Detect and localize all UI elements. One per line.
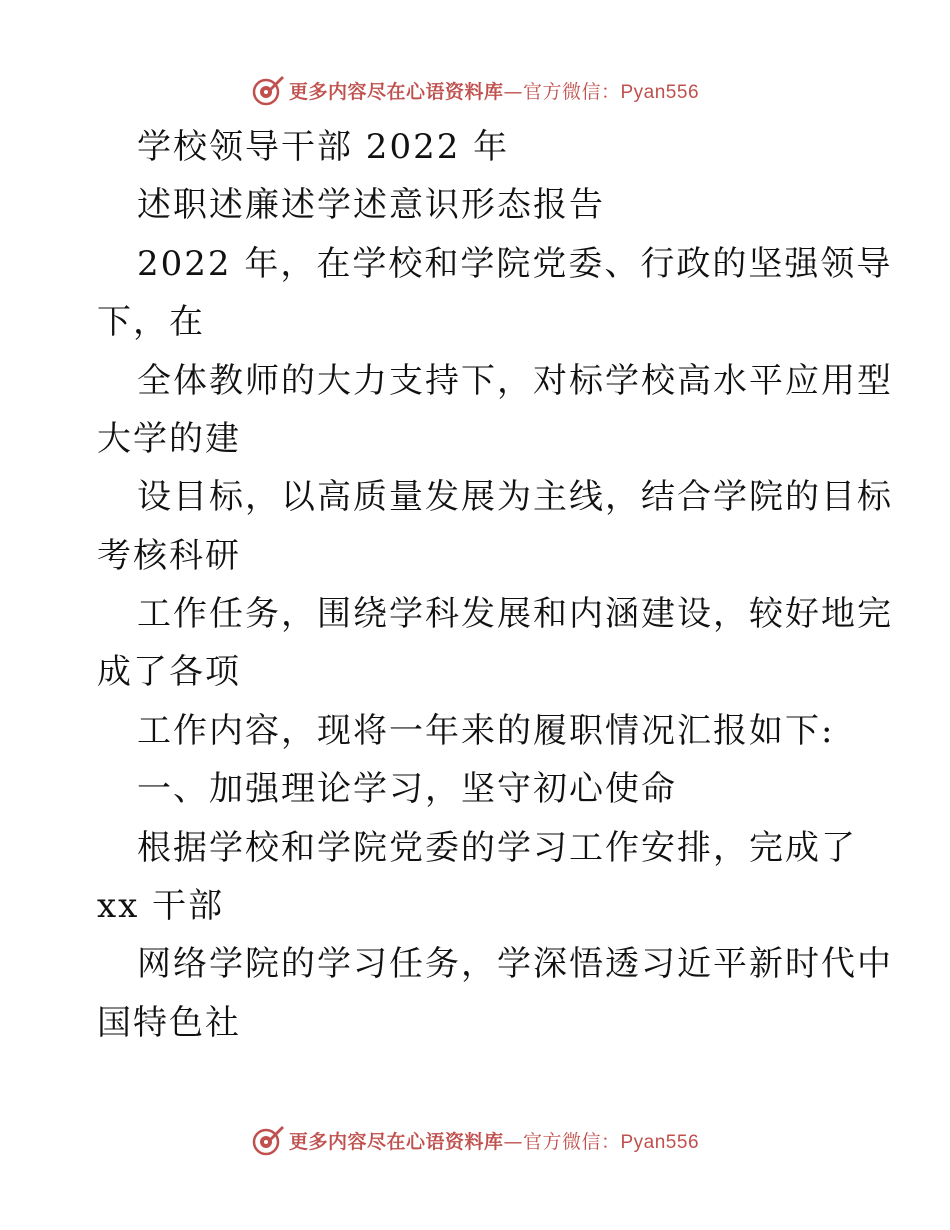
watermark-main: 更多内容尽在心语资料库 xyxy=(288,1130,504,1153)
footer-watermark xyxy=(0,1120,950,1160)
doc-title-line-2: 述职述廉述学述意识形态报告 xyxy=(137,185,605,225)
doc-paragraph-line: 工作任务，围绕学科发展和内涵建设，较好地完 xyxy=(137,594,893,634)
watermark-sub: —官方微信： xyxy=(503,80,621,103)
doc-paragraph-line: 设目标，以高质量发展为主线，结合学院的目标 xyxy=(137,477,893,517)
watermark-text xyxy=(289,77,699,104)
doc-title-line-1: 学校领导干部 2022 年 xyxy=(137,127,510,167)
doc-paragraph-line: xx 干部 xyxy=(97,886,225,926)
doc-paragraph-line: 2022 年，在学校和学院党委、行政的坚强领导 xyxy=(137,244,893,284)
pen-logo-icon xyxy=(251,1123,285,1157)
doc-paragraph-line: 成了各项 xyxy=(97,652,241,692)
watermark-id: Pyan556 xyxy=(620,81,700,103)
doc-paragraph-line: 大学的建 xyxy=(97,419,241,459)
doc-paragraph-line: 下，在 xyxy=(97,302,205,342)
header-watermark xyxy=(0,70,950,110)
watermark-id: Pyan556 xyxy=(620,1131,700,1153)
doc-paragraph-line: 网络学院的学习任务，学深悟透习近平新时代中 xyxy=(137,944,893,984)
doc-paragraph-line: 考核科研 xyxy=(97,536,241,576)
watermark-main: 更多内容尽在心语资料库 xyxy=(288,80,504,103)
pen-logo-icon xyxy=(251,73,285,107)
doc-paragraph-line: 国特色社 xyxy=(97,1003,241,1043)
doc-paragraph-line: 根据学校和学院党委的学习工作安排，完成了 xyxy=(137,828,857,868)
doc-paragraph-line: 全体教师的大力支持下，对标学校高水平应用型 xyxy=(137,361,893,401)
watermark-sub: —官方微信： xyxy=(503,1130,621,1153)
doc-paragraph-line: 工作内容，现将一年来的履职情况汇报如下: xyxy=(137,711,835,751)
watermark-text xyxy=(289,1127,699,1154)
doc-section-heading: 一、加强理论学习，坚守初心使命 xyxy=(137,769,677,809)
